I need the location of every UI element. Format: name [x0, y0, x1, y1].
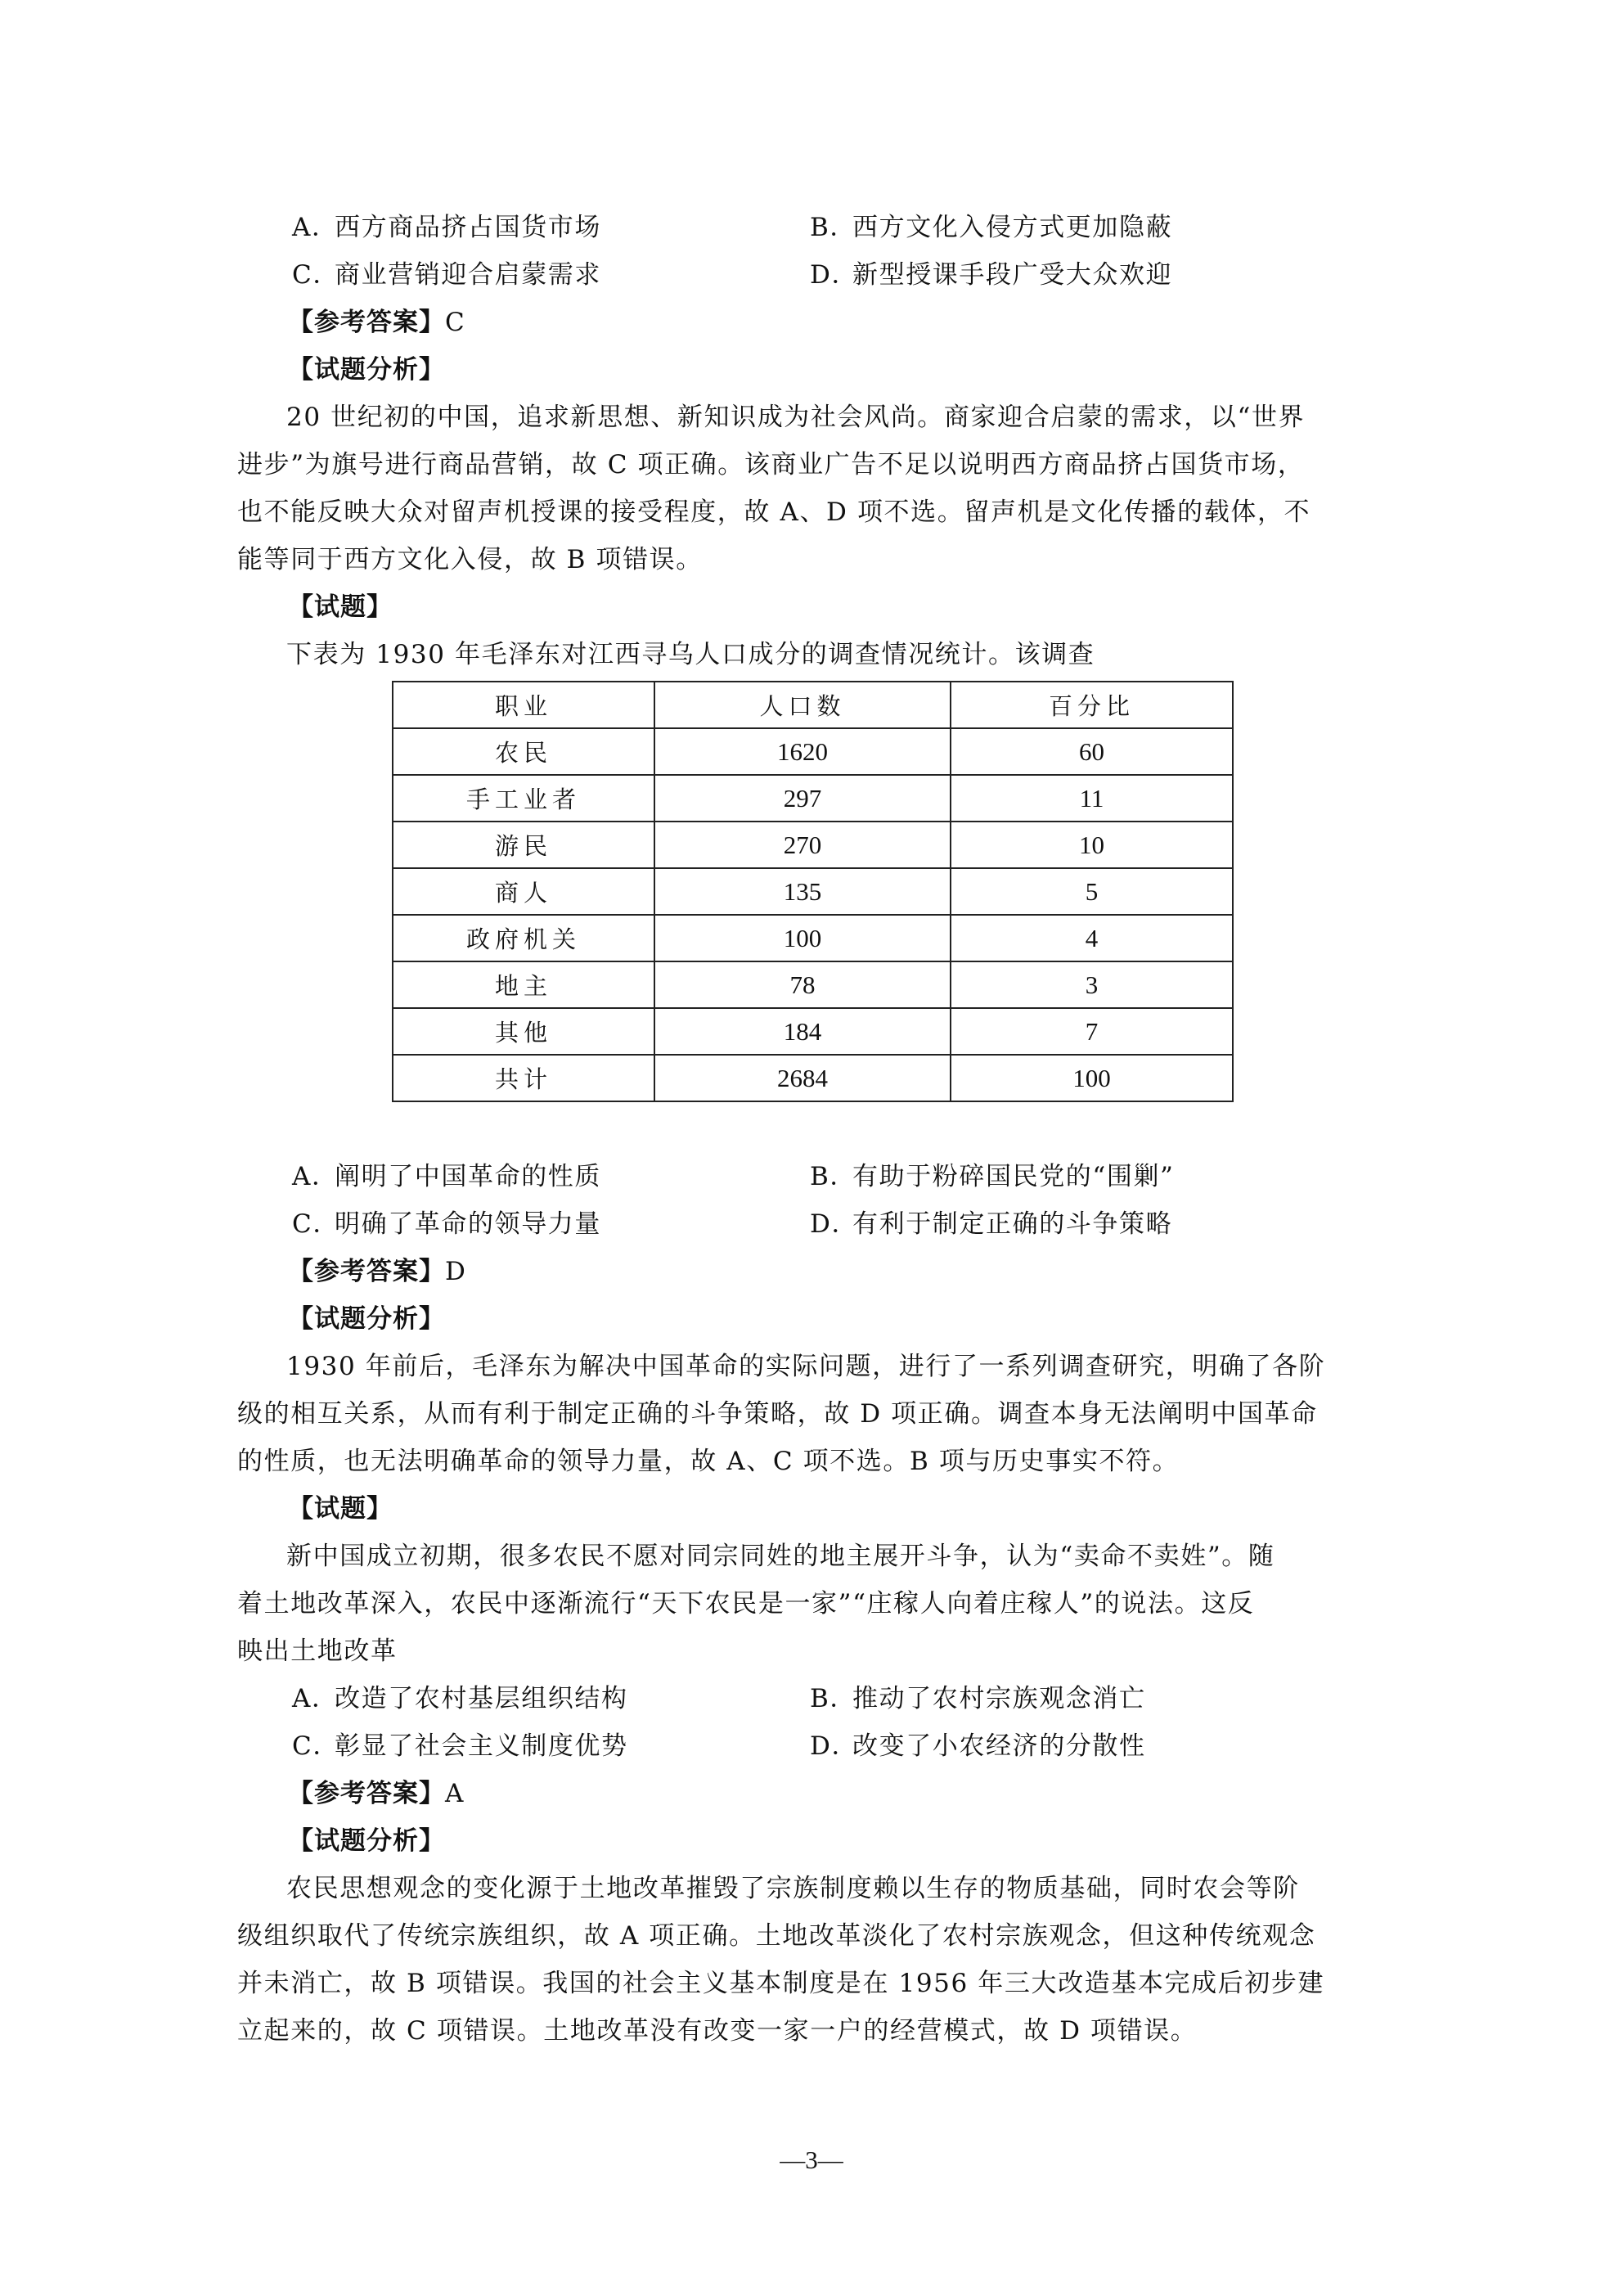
table-row — [393, 775, 1233, 822]
option-key: D． — [810, 1731, 859, 1761]
option-key: C． — [292, 1731, 339, 1761]
table-row — [393, 728, 1233, 775]
table-row — [393, 915, 1233, 961]
q2-option-c — [292, 1208, 601, 1240]
cell-occupation: 地主 — [393, 961, 654, 1008]
option-key: D． — [810, 260, 859, 290]
option-key: A． — [292, 213, 339, 242]
cell-population: 297 — [654, 775, 951, 822]
option-key: B． — [810, 1684, 856, 1713]
q1-option-d — [810, 259, 1172, 291]
option-text: 彰显了社会主义制度优势 — [335, 1731, 628, 1761]
cell-population: 135 — [654, 868, 951, 915]
q3-analysis-line: 立起来的，故 C 项错误。土地改革没有改变一家一户的经营模式，故 D 项错误。 — [237, 2016, 1198, 2046]
q2-answer — [288, 1255, 1429, 1288]
option-key: C． — [292, 1209, 339, 1239]
q3-stem-line: 映出土地改革 — [237, 1636, 398, 1666]
table-header-row — [393, 682, 1233, 728]
q3-option-d — [810, 1730, 1146, 1763]
q2-stem: 下表为 1930 年毛泽东对江西寻乌人口成分的调查情况统计。该调查 — [286, 640, 1095, 669]
cell-population: 184 — [654, 1008, 951, 1055]
answer-value: C — [445, 308, 465, 337]
q1-analysis-line: 也不能反映大众对留声机授课的接受程度，故 A、D 项不选。留声机是文化传播的载体，不 — [237, 497, 1311, 527]
cell-percentage: 3 — [951, 961, 1233, 1008]
cell-occupation: 游民 — [393, 822, 654, 868]
answer-value: D — [445, 1257, 466, 1286]
q2-analysis-line: 级的相互关系，从而有利于制定正确的斗争策略，故 D 项正确。调查本身无法阐明中国革命 — [237, 1399, 1318, 1429]
q3-option-a — [292, 1682, 628, 1715]
cell-occupation: 其他 — [393, 1008, 654, 1055]
q1-option-c — [292, 259, 601, 291]
cell-occupation: 商人 — [393, 868, 654, 915]
cell-population: 1620 — [654, 728, 951, 775]
cell-occupation: 手工业者 — [393, 775, 654, 822]
option-text: 阐明了中国革命的性质 — [335, 1162, 601, 1191]
option-key: B． — [810, 1162, 856, 1191]
q3-analysis-line: 并未消亡，故 B 项错误。我国的社会主义基本制度是在 1956 年三大改造基本完成后初步建 — [237, 1969, 1325, 1998]
option-text: 西方商品挤占国货市场 — [335, 213, 601, 242]
cell-occupation: 共计 — [393, 1055, 654, 1101]
q3-stem-line: 新中国成立初期，很多农民不愿对同宗同姓的地主展开斗争，认为“卖命不卖姓”。随 — [286, 1542, 1275, 1571]
cell-percentage: 60 — [951, 728, 1233, 775]
q1-analysis-line: 进步”为旗号进行商品营销，故 C 项正确。该商业广告不足以说明西方商品挤占国货市场， — [237, 450, 1305, 479]
q1-analysis-line: 能等同于西方文化入侵，故 B 项错误。 — [237, 545, 703, 574]
q2-option-d — [810, 1208, 1172, 1240]
option-key: A． — [292, 1162, 339, 1191]
q3-answer — [288, 1777, 1429, 1810]
cell-percentage: 11 — [951, 775, 1233, 822]
table-row — [393, 1008, 1233, 1055]
q1-analysis-line: 20 世纪初的中国，追求新思想、新知识成为社会风尚。商家迎合启蒙的需求，以“世界 — [286, 403, 1306, 432]
option-text: 西方文化入侵方式更加隐蔽 — [852, 213, 1173, 242]
q1-answer — [288, 306, 1429, 339]
q3-title-label: 【试题】 — [288, 1494, 393, 1524]
cell-percentage: 5 — [951, 868, 1233, 915]
option-text: 商业营销迎合启蒙需求 — [335, 260, 601, 290]
cell-percentage: 10 — [951, 822, 1233, 868]
q1-option-b — [810, 211, 1172, 244]
cell-percentage: 7 — [951, 1008, 1233, 1055]
option-text: 改造了农村基层组织结构 — [335, 1684, 628, 1713]
header-population: 人口数 — [654, 682, 951, 728]
answer-label: 【参考答案】 — [288, 1779, 445, 1808]
q2-analysis-line: 的性质，也无法明确革命的领导力量，故 A、C 项不选。B 项与历史事实不符。 — [237, 1447, 1180, 1476]
q3-stem-line: 着土地改革深入，农民中逐渐流行“天下农民是一家”“庄稼人向着庄稼人”的说法。这反 — [237, 1589, 1255, 1618]
option-text: 明确了革命的领导力量 — [335, 1209, 601, 1239]
option-key: B． — [810, 213, 856, 242]
q3-option-b — [810, 1682, 1146, 1715]
cell-occupation: 农民 — [393, 728, 654, 775]
option-text: 推动了农村宗族观念消亡 — [852, 1684, 1146, 1713]
q2-option-a — [292, 1160, 601, 1193]
q3-analysis-line: 农民思想观念的变化源于土地改革摧毁了宗族制度赖以生存的物质基础，同时农会等阶 — [286, 1874, 1300, 1903]
header-occupation: 职业 — [393, 682, 654, 728]
table-total-row — [393, 1055, 1233, 1101]
answer-label: 【参考答案】 — [288, 1257, 445, 1286]
option-text: 新型授课手段广受大众欢迎 — [852, 260, 1173, 290]
cell-occupation: 政府机关 — [393, 915, 654, 961]
option-key: D． — [810, 1209, 859, 1239]
q2-analysis-label: 【试题分析】 — [288, 1304, 445, 1334]
option-text: 改变了小农经济的分散性 — [852, 1731, 1146, 1761]
q3-analysis-line: 级组织取代了传统宗族组织，故 A 项正确。土地改革淡化了农村宗族观念，但这种传统观念 — [237, 1921, 1316, 1951]
answer-value: A — [445, 1779, 465, 1808]
cell-population: 2684 — [654, 1055, 951, 1101]
table-row — [393, 822, 1233, 868]
population-survey-table — [392, 681, 1234, 1102]
q1-analysis-label: 【试题分析】 — [288, 355, 445, 385]
table-row — [393, 868, 1233, 915]
q3-analysis-label: 【试题分析】 — [288, 1826, 445, 1856]
cell-population: 270 — [654, 822, 951, 868]
cell-percentage: 4 — [951, 915, 1233, 961]
cell-percentage: 100 — [951, 1055, 1233, 1101]
q3-option-c — [292, 1730, 628, 1763]
option-key: C． — [292, 260, 339, 290]
header-percentage: 百分比 — [951, 682, 1233, 728]
option-text: 有助于粉碎国民党的“围剿” — [852, 1162, 1175, 1191]
q1-option-a — [292, 211, 601, 244]
q2-analysis-line: 1930 年前后，毛泽东为解决中国革命的实际问题，进行了一系列调查研究，明确了各阶 — [286, 1352, 1326, 1381]
cell-population: 78 — [654, 961, 951, 1008]
cell-population: 100 — [654, 915, 951, 961]
q2-title-label: 【试题】 — [288, 592, 393, 622]
option-key: A． — [292, 1684, 339, 1713]
answer-label: 【参考答案】 — [288, 308, 445, 337]
table-row — [393, 961, 1233, 1008]
option-text: 有利于制定正确的斗争策略 — [852, 1209, 1173, 1239]
q2-option-b — [810, 1160, 1175, 1193]
page-number: —3— — [780, 2145, 843, 2174]
